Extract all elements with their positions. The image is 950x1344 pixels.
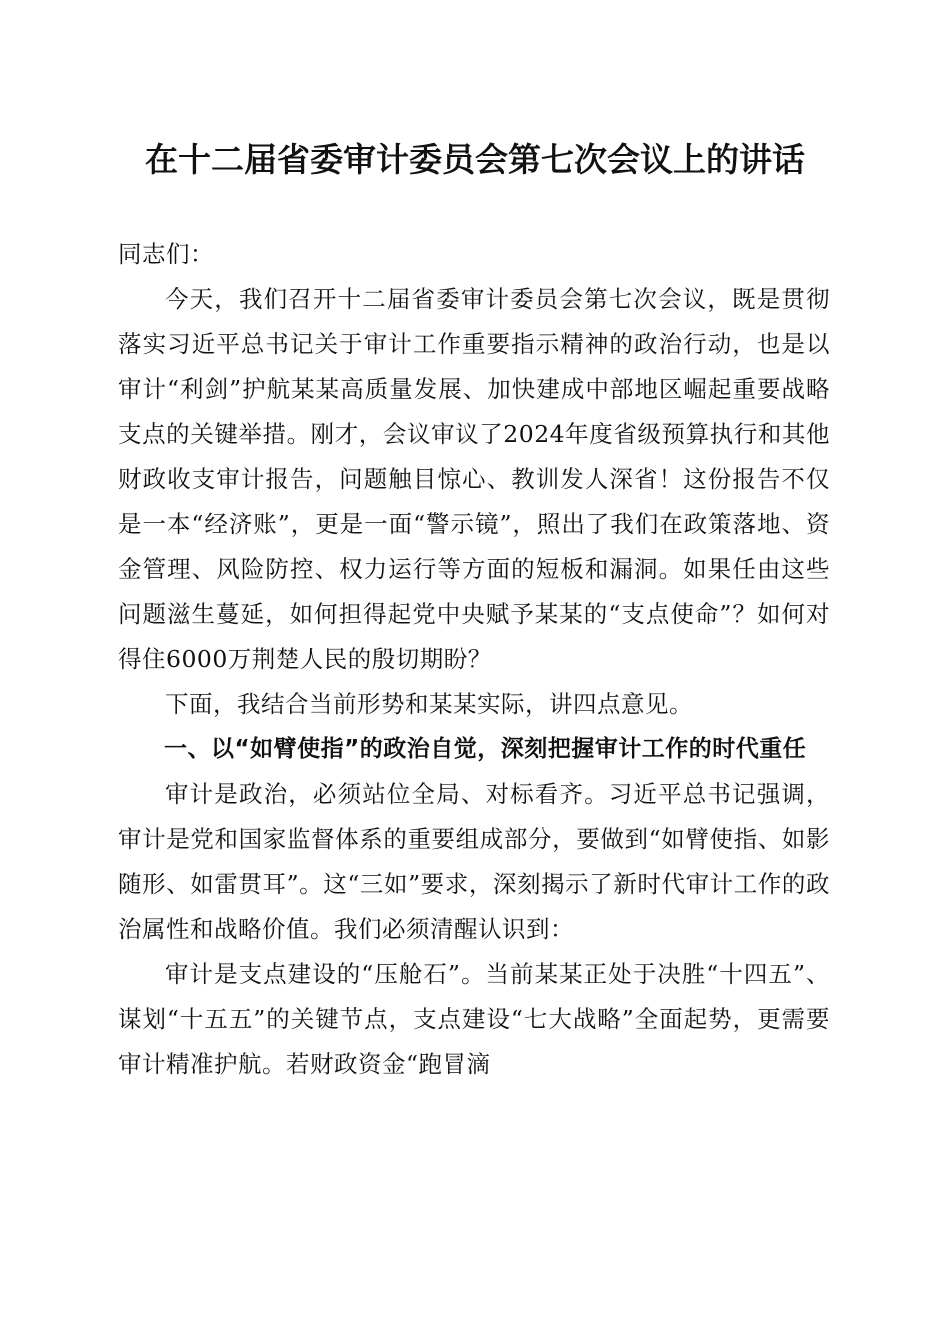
section-paragraph: 审计是政治，必须站位全局、对标看齐。习近平总书记强调，审计是党和国家监督体系的重要组成部分，要做到“如臂使指、如影随形、如雷贯耳”。这“三如”要求，深刻揭示了新时代审计工作的政治属性和战略价值。我们必须清醒认识到： (118, 780, 830, 943)
document-title: 在十二届省委审计委员会第七次会议上的讲话 (145, 140, 805, 179)
document-body (118, 232, 830, 1087)
salutation: 同志们： (118, 240, 214, 268)
paragraph-opening: 今天，我们召开十二届省委审计委员会第七次会议，既是贯彻落实习近平总书记关于审计工作重要指示精神的政治行动，也是以审计“利剑”护航某某高质量发展、加快建成中部地区崛起重要战略支点的关键举措。刚才，会议审议了2024年度省级预算执行和其他财政收支审计报告，问题触目惊心、教训发人深省！这份报告不仅是一本“经济账”，更是一面“警示镜”，照出了我们在政策落地、资金管理、风险防控、权力运行等方面的短板和漏洞。如果任由这些问题滋生蔓延，如何担得起党中央赋予某某的“支点使命”？如何对得住6000万荆楚人民的殷切期盼？ (118, 285, 830, 673)
section-paragraph: 审计是支点建设的“压舱石”。当前某某正处于决胜“十四五”、谋划“十五五”的关键节点，支点建设“七大战略”全面起势，更需要审计精准护航。若财政资金“跑冒滴 (118, 960, 830, 1078)
section-heading: 一、以“如臂使指”的政治自觉，深刻把握审计工作的时代重任 (164, 736, 807, 762)
paragraph-outline: 下面，我结合当前形势和某某实际，讲四点意见。 (165, 690, 693, 718)
